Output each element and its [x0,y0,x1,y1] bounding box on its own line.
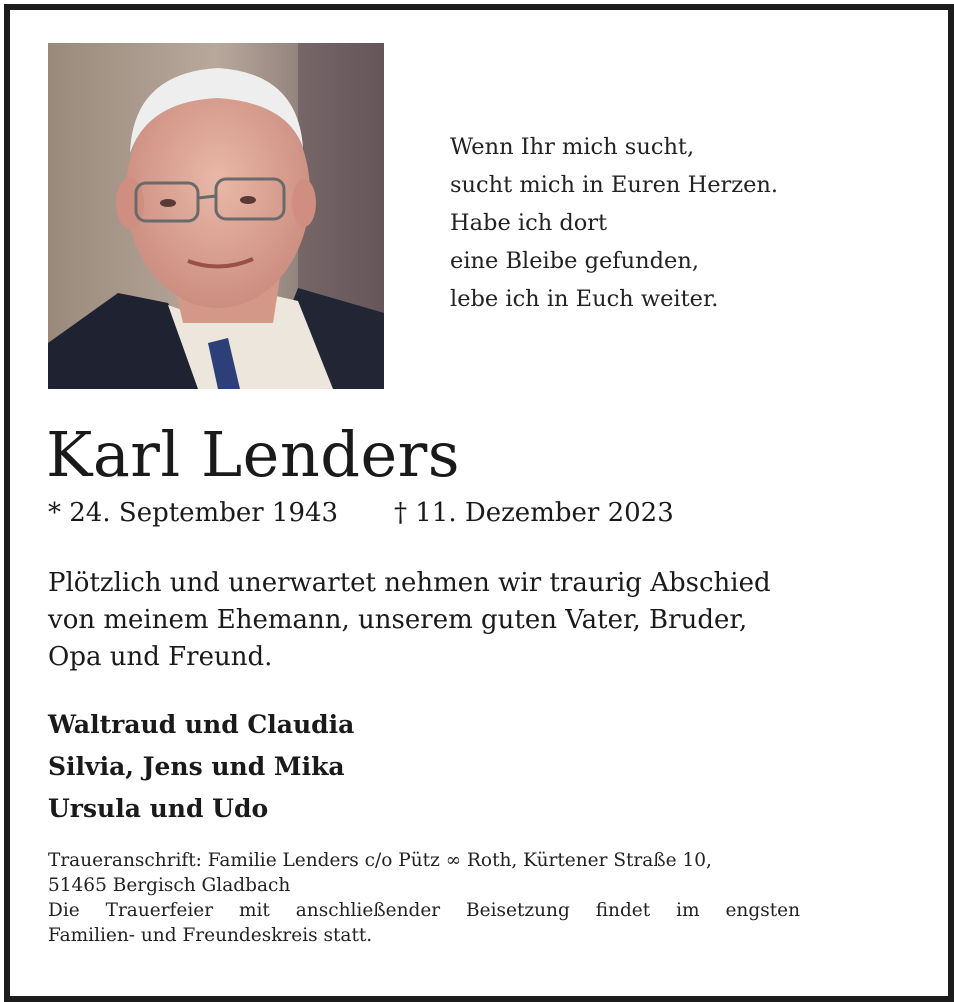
poem-line: lebe ich in Euch weiter. [450,286,719,312]
address-line: 51465 Bergisch Gladbach [48,875,291,896]
birth-date: * 24. September 1943 [48,498,339,528]
poem-line: Habe ich dort [450,210,608,236]
mourner-name: Waltraud und Claudia [48,710,355,739]
mourning-address [48,848,800,948]
ceremony-note: Die Trauerfeier mit anschließender Beisetzung findet im engsten [48,900,800,921]
message-line: Plötzlich und unerwartet nehmen wir traurig Abschied [48,568,771,598]
ceremony-note-end: Familien- und Freundeskreis statt. [48,925,373,946]
address-line: Traueranschrift: Familie Lenders c/o Pütz ∞ Roth, Kürtener Straße 10, [48,850,712,871]
poem-line: sucht mich in Euren Herzen. [450,172,779,198]
mourner-name: Ursula und Udo [48,794,269,823]
mourner-name: Silvia, Jens und Mika [48,752,345,781]
farewell-message [48,565,848,676]
mourners-list [48,704,354,830]
poem-line: Wenn Ihr mich sucht, [450,134,695,160]
poem [450,128,870,318]
death-date: † 11. Dezember 2023 [394,498,674,528]
deceased-name: Karl Lenders [46,418,461,491]
message-line: von meinem Ehemann, unserem guten Vater, Bruder, [48,605,748,635]
message-line: Opa und Freund. [48,642,273,672]
life-dates [48,494,674,532]
portrait-photo [48,43,384,389]
poem-line: eine Bleibe gefunden, [450,248,699,274]
